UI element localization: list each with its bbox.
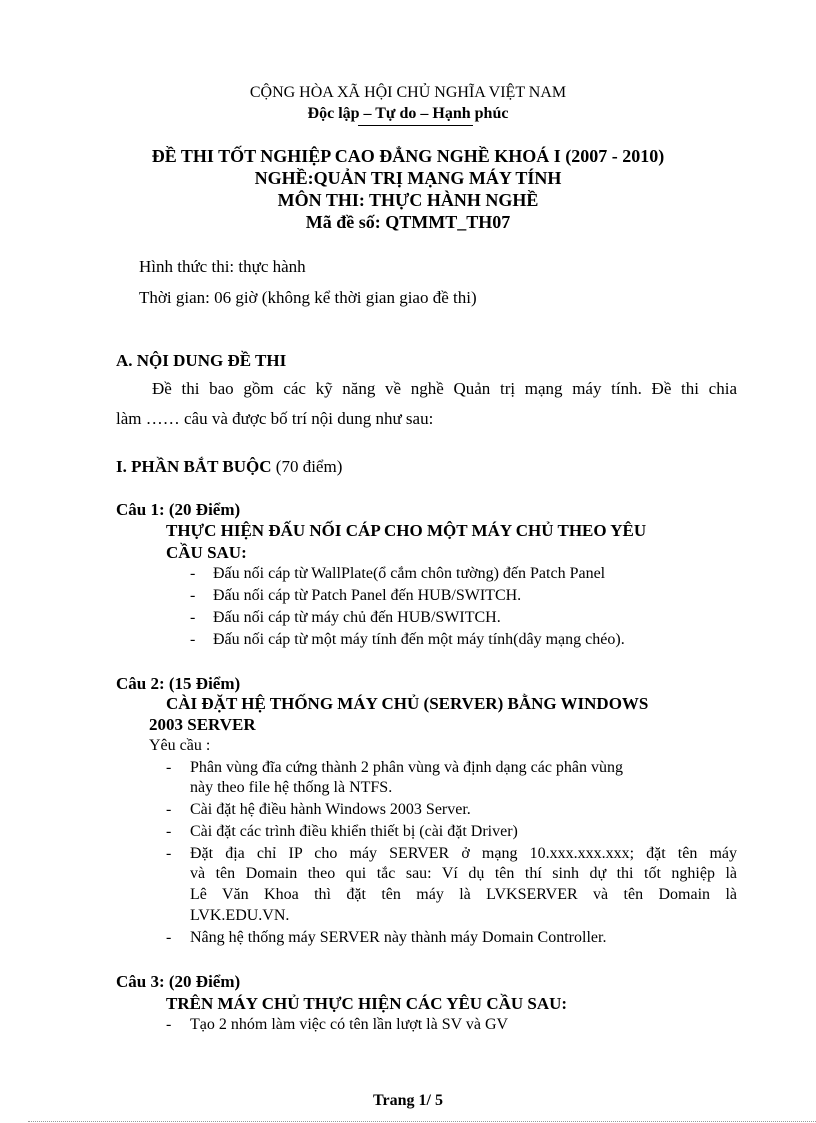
q2-title-line2: 2003 SERVER	[149, 715, 256, 734]
footer-divider	[28, 1121, 816, 1122]
q1-list-item-text: Đấu nối cáp từ một máy tính đến một máy tính(dây mạng chéo).	[213, 631, 625, 648]
q2-item4-line3: Lê Văn Khoa thì đặt tên máy là LVKSERVER và tên Domain là	[190, 886, 737, 903]
q2-item1-line1: Phân vùng đĩa cứng thành 2 phân vùng và định dạng các phân vùng	[190, 759, 624, 776]
q2-label: Câu 2: (15 Điểm)	[116, 674, 241, 693]
exam-time: Thời gian: 06 giờ (không kể thời gian giao đề thi)	[139, 288, 477, 307]
q2-item4-line2: và tên Domain theo qui tắc sau: Ví dụ tên thí sinh dự thi tốt nghiệp là	[190, 865, 737, 882]
q3-list-item: -	[166, 1016, 172, 1033]
exam-code: Mã đề số: QTMMT_TH07	[305, 212, 511, 232]
q2-list-item: -	[166, 823, 172, 840]
section-a-intro-line2: làm …… câu và được bố trí nội dung như sau:	[116, 409, 434, 428]
exam-title-line3: MÔN THI: THỰC HÀNH NGHỀ	[277, 190, 539, 210]
q2-requirements-label: Yêu cầu :	[149, 737, 211, 754]
q1-list-item: -	[190, 565, 196, 582]
q1-list-item: -	[190, 631, 196, 648]
exam-format: Hình thức thi: thực hành	[139, 257, 306, 276]
nation-header: CỘNG HÒA XÃ HỘI CHỦ NGHĨA VIỆT NAM	[249, 84, 567, 101]
section-a-heading: A. NỘI DUNG ĐỀ THI	[116, 351, 287, 370]
q1-label: Câu 1: (20 Điểm)	[116, 500, 241, 519]
part-1-title: I. PHẦN BẮT BUỘC	[116, 457, 272, 476]
q1-list-item-text: Đấu nối cáp từ WallPlate(ổ cắm chôn tường) đến Patch Panel	[213, 565, 606, 582]
q2-item2: Cài đặt hệ điều hành Windows 2003 Server.	[190, 801, 471, 818]
q3-label: Câu 3: (20 Điểm)	[116, 972, 241, 991]
q2-item5: Nâng hệ thống máy SERVER này thành máy Domain Controller.	[190, 929, 607, 946]
q1-list-item: -	[190, 587, 196, 604]
q2-list-item: -	[166, 759, 172, 776]
q2-item4-line4: LVK.EDU.VN.	[190, 907, 290, 924]
q1-title-line1: THỰC HIỆN ĐẤU NỐI CÁP CHO MỘT MÁY CHỦ THEO YÊU	[166, 521, 647, 540]
section-a-intro-line1: Đề thi bao gồm các kỹ năng về nghề Quản trị mạng máy tính. Đề thi chia	[152, 379, 737, 398]
q2-item3: Cài đặt các trình điều khiển thiết bị (cài đặt Driver)	[190, 823, 518, 840]
q2-list-item: -	[166, 929, 172, 946]
q1-list-item: -	[190, 609, 196, 626]
q2-list-item: -	[166, 801, 172, 818]
exam-title-line2: NGHỀ:QUẢN TRỊ MẠNG MÁY TÍNH	[254, 168, 562, 188]
motto-rule	[358, 125, 473, 126]
q2-item1-line2: này theo file hệ thống là NTFS.	[190, 779, 393, 796]
q1-title-line2: CẦU SAU:	[166, 543, 247, 562]
q2-title-line1: CÀI ĐẶT HỆ THỐNG MÁY CHỦ (SERVER) BẰNG WINDOWS	[166, 694, 649, 713]
motto: Độc lập – Tự do – Hạnh phúc	[307, 105, 509, 122]
q1-list-item-text: Đấu nối cáp từ Patch Panel đến HUB/SWITCH.	[213, 587, 522, 604]
exam-title-line1: ĐỀ THI TỐT NGHIỆP CAO ĐẲNG NGHỀ KHOÁ I (2007 - 2010)	[151, 146, 665, 166]
q2-list-item: -	[166, 845, 172, 862]
q2-item4-line1: Đặt địa chỉ IP cho máy SERVER ở mạng 10.xxx.xxx.xxx; đặt tên máy	[190, 845, 737, 862]
part-1-points: (70 điểm)	[271, 457, 343, 476]
q3-item1: Tạo 2 nhóm làm việc có tên lần lượt là SV và GV	[190, 1016, 509, 1033]
q1-list-item-text: Đấu nối cáp từ máy chủ đến HUB/SWITCH.	[213, 609, 501, 626]
page-number: Trang 1/ 5	[373, 1092, 443, 1109]
q3-title: TRÊN MÁY CHỦ THỰC HIỆN CÁC YÊU CẦU SAU:	[166, 994, 568, 1013]
part-1-heading	[116, 457, 342, 477]
